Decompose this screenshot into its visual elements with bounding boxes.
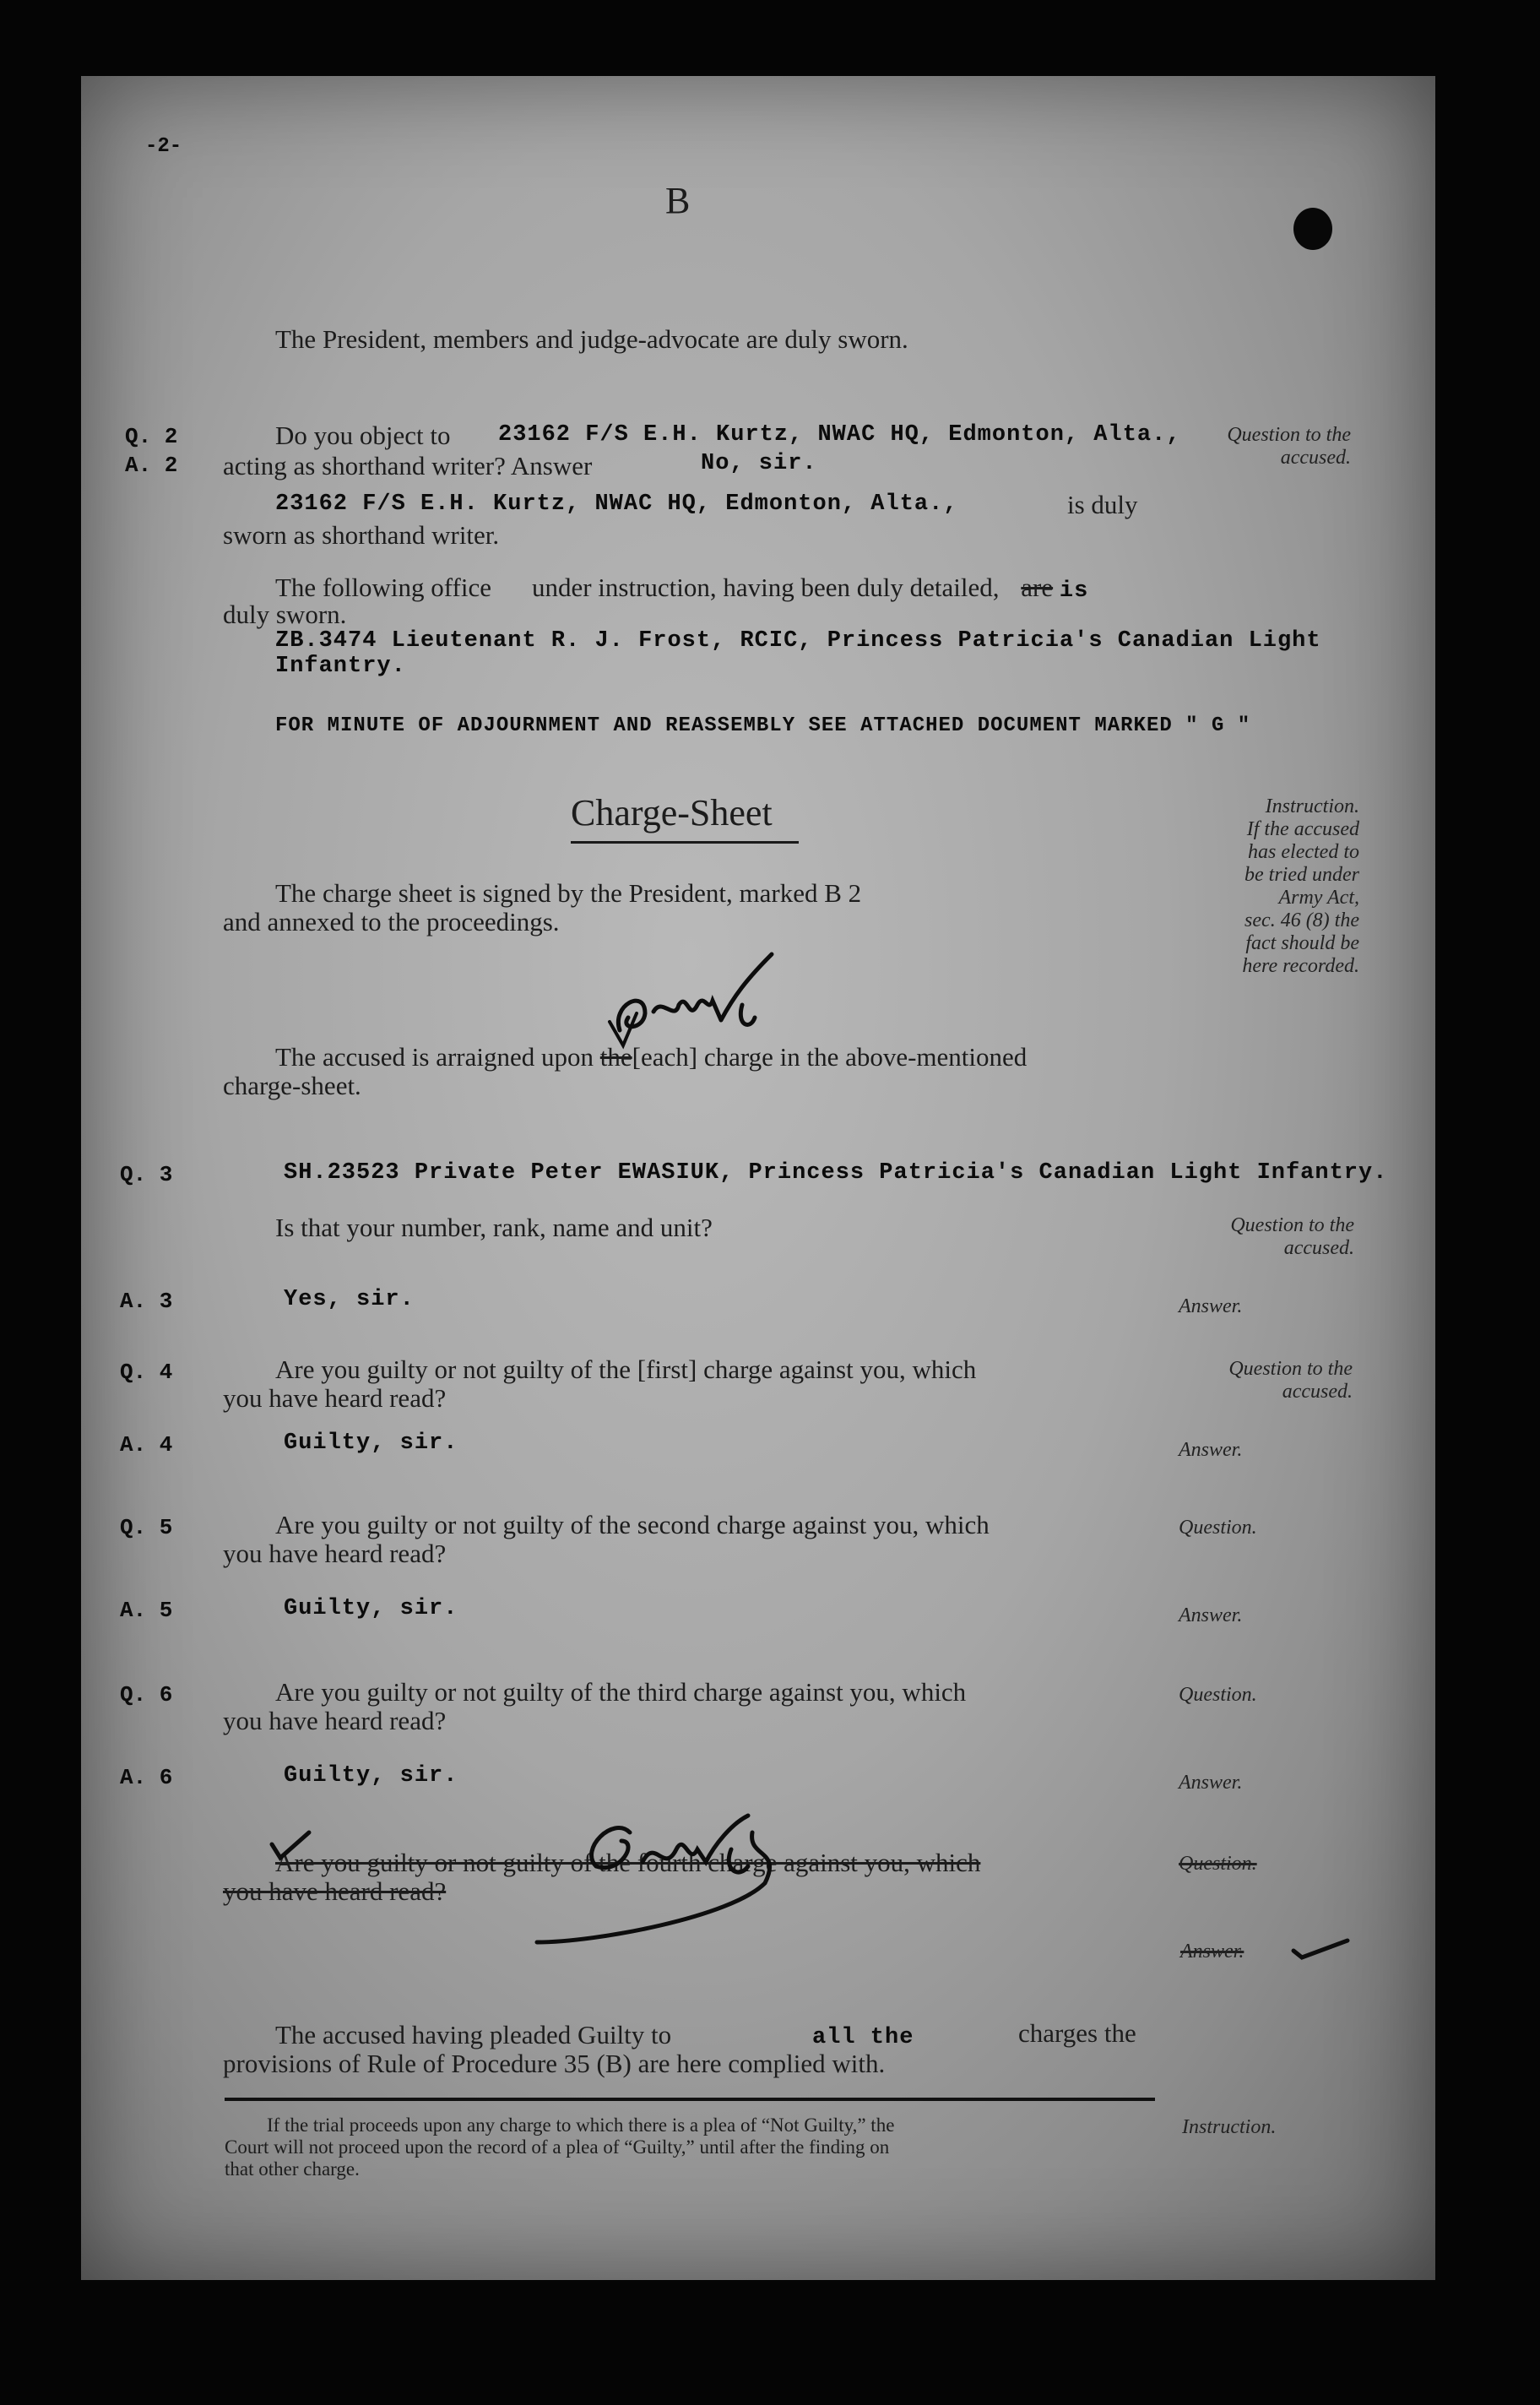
officer-typed-1: ZB.3474 Lieutenant R. J. Frost, RCIC, Princess Patricia's Canadian Light [275, 628, 1321, 654]
struck-margin-q: Question. [1179, 1853, 1257, 1875]
instruction-line: here recorded. [1242, 955, 1359, 977]
instruction-line: Army Act, [1278, 887, 1359, 909]
q6-margin-q: Question. [1179, 1684, 1257, 1706]
q6-label: Q. 6 [120, 1682, 173, 1707]
q5-label: Q. 5 [120, 1515, 173, 1540]
a4-answer: Guilty, sir. [284, 1431, 458, 1456]
q4-margin-q: Question to the accused. [1228, 1358, 1353, 1403]
a5-label: A. 5 [120, 1598, 173, 1623]
charge-sheet-line-1: The charge sheet is signed by the President, marked B 2 [275, 878, 862, 908]
instruction-line: be tried under [1244, 864, 1359, 886]
q3-question: Is that your number, rank, name and unit? [275, 1213, 713, 1242]
q2-label: Q. 2 [125, 424, 178, 449]
q2-question-pre: Do you object to [275, 421, 451, 450]
q5-margin-q: Question. [1179, 1517, 1257, 1539]
section-letter: B [665, 180, 691, 221]
arraign-line-1 [275, 1042, 1027, 1072]
check-mark [1288, 1934, 1356, 1968]
struck-margin-a: Answer. [1180, 1941, 1244, 1963]
document-page [81, 76, 1435, 2280]
instruction-line: Instruction. [1265, 795, 1359, 817]
page-number: -2- [145, 135, 182, 158]
q2-writer-typed: 23162 F/S E.H. Kurtz, NWAC HQ, Edmonton, Alta., [498, 422, 1181, 448]
q2-writer-typed-2: 23162 F/S E.H. Kurtz, NWAC HQ, Edmonton, Alta., [275, 491, 958, 517]
a6-label: A. 6 [120, 1765, 173, 1790]
q6-line-2: you have heard read? [223, 1706, 447, 1735]
plea-line-2: provisions of Rule of Procedure 35 (B) are here complied with. [223, 2049, 886, 2078]
q2-sworn-writer: sworn as shorthand writer. [223, 520, 500, 550]
arraign-struck: the [599, 1042, 632, 1072]
a6-answer: Guilty, sir. [284, 1763, 458, 1789]
officers-line-1 [275, 573, 1088, 606]
divider-rule [225, 2098, 1155, 2101]
a3-label: A. 3 [120, 1289, 173, 1314]
a5-margin: Answer. [1179, 1604, 1243, 1626]
instruction-note [1170, 795, 1359, 978]
footer-line-3: that other charge. [225, 2158, 360, 2180]
officers-struck: are [1021, 573, 1054, 602]
plea-pre: The accused having pleaded Guilty to [275, 2020, 672, 2049]
adjournment-note: FOR MINUTE OF ADJOURNMENT AND REASSEMBLY SEE ATTACHED DOCUMENT MARKED " G " [275, 714, 1251, 737]
officer-typed-2: Infantry. [275, 654, 406, 679]
officers-line-2: duly sworn. [223, 600, 347, 629]
instruction-line: has elected to [1248, 841, 1359, 863]
instruction-line: If the accused [1246, 818, 1359, 840]
q3-label: Q. 3 [120, 1162, 173, 1187]
footer-margin: Instruction. [1182, 2116, 1277, 2138]
arraign-pre: The accused is arraigned upon [275, 1042, 594, 1072]
plea-typed: all the [812, 2025, 914, 2050]
handwritten-strike-initials [258, 1799, 959, 1993]
punch-hole [1293, 208, 1332, 250]
q4-line-1: Are you guilty or not guilty of the [first] charge against you, which [275, 1355, 977, 1384]
q4-line-2: you have heard read? [223, 1383, 447, 1413]
officers-is: is [1059, 578, 1089, 604]
q2-question-post: acting as shorthand writer? Answer [223, 451, 593, 480]
arraign-post: [each] charge in the above-mentioned [632, 1042, 1028, 1072]
charge-sheet-heading: Charge-Sheet [571, 792, 773, 833]
q6-line-1: Are you guilty or not guilty of the third charge against you, which [275, 1677, 967, 1707]
officers-mid: under instruction, having been duly detailed, [531, 573, 1000, 602]
struck-question-line-1: Are you guilty or not guilty of the fourth charge against you, which [275, 1848, 981, 1877]
struck-question-line-2: you have heard read? [223, 1876, 447, 1906]
q3-margin-q: Question to the accused. [1230, 1214, 1354, 1259]
q4-label: Q. 4 [120, 1360, 173, 1385]
q2-duly: is duly [1067, 490, 1138, 519]
sworn-statement: The President, members and judge-advocate are duly sworn. [275, 324, 908, 354]
a4-label: A. 4 [120, 1432, 173, 1458]
officers-pre: The following office [275, 573, 491, 602]
a2-label: A. 2 [125, 453, 178, 478]
charge-sheet-line-2: and annexed to the proceedings. [223, 907, 560, 936]
a4-margin: Answer. [1179, 1439, 1243, 1461]
q2-margin-note: Question to the accused. [1227, 424, 1351, 469]
footer-line-1: If the trial proceeds upon any charge to which there is a plea of “Not Guilty,” the [267, 2115, 895, 2136]
instruction-line: fact should be [1245, 932, 1359, 954]
a6-margin: Answer. [1179, 1772, 1243, 1794]
arraign-line-2: charge-sheet. [223, 1071, 361, 1100]
q5-line-2: you have heard read? [223, 1539, 447, 1568]
a3-margin: Answer. [1179, 1295, 1243, 1317]
q3-soldier-typed: SH.23523 Private Peter EWASIUK, Princess Patricia's Canadian Light Infantry. [284, 1160, 1388, 1186]
footer-line-2: Court will not proceed upon the record of a plea of “Guilty,” until after the finding on [225, 2136, 890, 2158]
plea-post: charges the [1018, 2018, 1136, 2048]
heading-underline [571, 841, 799, 844]
a5-answer: Guilty, sir. [284, 1596, 458, 1621]
handwritten-initials [594, 946, 814, 1056]
a3-answer: Yes, sir. [284, 1287, 415, 1312]
q5-line-1: Are you guilty or not guilty of the second charge against you, which [275, 1510, 990, 1539]
instruction-line: sec. 46 (8) the [1244, 909, 1359, 931]
q2-answer-typed: No, sir. [701, 451, 817, 476]
